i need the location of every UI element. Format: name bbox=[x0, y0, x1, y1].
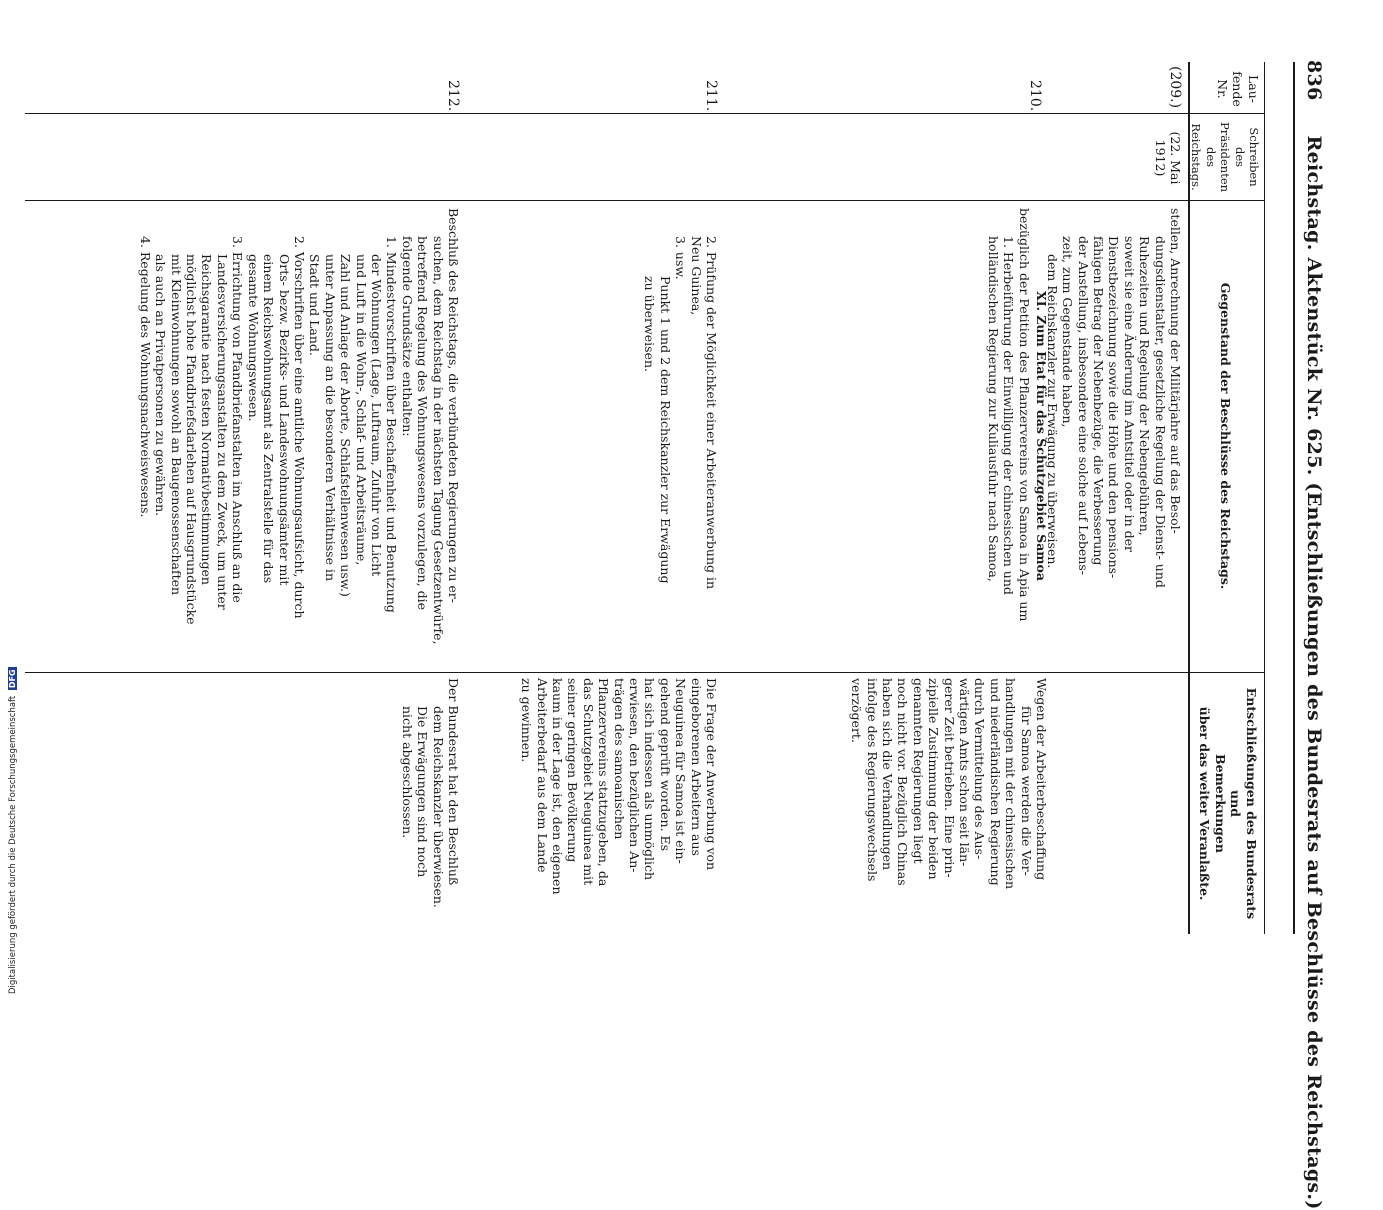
text-line: 3. usw. bbox=[673, 236, 689, 280]
text-line: zu überweisen. bbox=[642, 276, 658, 372]
text-line: 3. Errichtung von Pfandbriefanstalten im Anschluß an die bbox=[230, 236, 246, 603]
header-gegenstand: Gegenstand der Beschlüsse des Reichstags. bbox=[1218, 282, 1233, 590]
text-line: wärtigen Amts schon seit län- bbox=[956, 678, 972, 867]
text-line: gesamte Wohnungswesen. bbox=[245, 254, 261, 422]
text-line: dem Reichskanzler zur Erwägung zu überweisen. bbox=[1044, 254, 1060, 569]
text-line: als auch an Privatpersonen zu gewähren. bbox=[153, 254, 169, 517]
text-line: erwiesen, den bezüglichen An- bbox=[626, 678, 642, 873]
text-line: Pflanzervereins stattzugeben, da bbox=[596, 678, 612, 887]
text-line: mit Kleinwohnungen sowohl an Baugenossenschaften bbox=[168, 254, 184, 596]
text-line: Ruhezeiten und Regelung der Nebengebühren, bbox=[1137, 236, 1153, 536]
row-schreiben: (22. Mai 1912) bbox=[1152, 131, 1183, 185]
text-line: holländischen Regierung zur Kuliausfuhr nach Samoa, bbox=[985, 236, 1001, 582]
row-number: 211. bbox=[703, 80, 719, 112]
row-number: 210. bbox=[1027, 80, 1043, 112]
row-gegenstand bbox=[1044, 208, 1183, 664]
text-line: Landesversicherungsanstalten zu dem Zweck, um unter bbox=[214, 254, 230, 610]
text-line: hat sich indessen als unmöglich bbox=[642, 678, 658, 881]
text-line: und niederländischen Regierung bbox=[987, 678, 1003, 886]
text-line: gerer Zeit betrieben. Eine prin- bbox=[941, 678, 957, 878]
text-line: möglichst hohe Pfandbriefsdarlehen auf Hausgrundstücke bbox=[184, 254, 200, 625]
text-line: 4. Regelung des Wohnungsnachweiswesens. bbox=[137, 236, 153, 518]
text-line: seiner geringen Bevölkerung bbox=[565, 678, 581, 863]
text-line: soweit sie eine Änderung im Amtstitel oder in der bbox=[1121, 236, 1137, 552]
text-line: verzögert. bbox=[849, 678, 865, 743]
text-line: Dienstbezeichnung sowie die Höhe und den pensions- bbox=[1106, 236, 1122, 579]
text-line: bezüglich der Petition des Pflanzervereins von Samoa in Apia um bbox=[1016, 208, 1032, 622]
text-line: einem Reichswohnungsamt als Zentralstelle für das bbox=[261, 254, 277, 584]
text-line: das Schutzgebiet Neuguinea mit bbox=[580, 678, 596, 886]
text-line: suchen, dem Reichstag in der nächsten Tagung Gesetzentwürfe, bbox=[430, 236, 446, 645]
col-rule-1 bbox=[25, 113, 1265, 114]
text-line: stellen, Anrechnung der Militärjahre auf das Besol- bbox=[1168, 208, 1183, 534]
header-nr: Lau- fende Nr. bbox=[1214, 71, 1261, 107]
text-line: trägen des samoanischen bbox=[611, 678, 627, 840]
text-line: unter Anpassung an die besonderen Verhältnisse in bbox=[322, 254, 338, 582]
page-title: Reichstag. Aktenstück Nr. 625. (Entschließungen des Bundesrats auf Beschlüsse des Reichstags.) bbox=[1303, 135, 1325, 1210]
text-line: dem Reichskanzler überwiesen. bbox=[430, 706, 446, 908]
text-line: Reichsgarantie nach festen Normativbestimmungen bbox=[199, 254, 215, 585]
text-line: Wegen der Arbeiterbeschaffung bbox=[1034, 678, 1049, 881]
page-header bbox=[1303, 60, 1325, 1210]
dfg-logo: DFG bbox=[8, 669, 17, 689]
text-line: folgende Grundsätze enthalten: bbox=[399, 236, 415, 437]
text-line: durch Vermittelung des Aus- bbox=[972, 678, 988, 860]
section-heading: XI. Zum Etat für das Schutzgebiet Samoa bbox=[1034, 291, 1049, 581]
text-line: zeit, zum Gegenstande haben, bbox=[1060, 236, 1076, 428]
text-line: Neuguinea für Samoa ist ein- bbox=[673, 678, 689, 864]
text-line: 2. Vorschriften über eine amtliche Wohnungsaufsicht, durch bbox=[291, 236, 307, 619]
digitization-credit bbox=[8, 0, 18, 994]
text-line: für Samoa werden die Ver- bbox=[1018, 706, 1034, 876]
row-entschliessungen bbox=[399, 678, 461, 928]
text-line: Der Bundesrat hat den Beschluß bbox=[446, 678, 461, 886]
row-number: (209.) bbox=[1167, 66, 1183, 109]
text-line: 1. Herbeiführung der Einwilligung der chinesischen und bbox=[1001, 236, 1017, 595]
text-line: Neu Guinea, bbox=[688, 236, 704, 316]
text-line: nicht abgeschlossen. bbox=[399, 706, 415, 839]
text-line: der Wohnungen (Lage, Luftraum, Zufuhr von Licht bbox=[368, 254, 384, 577]
text-line: und Luft in die Wohn-, Schlaf- und Arbeitsräume, bbox=[353, 254, 369, 566]
text-line: zu gewinnen. bbox=[519, 678, 535, 763]
text-line: Punkt 1 und 2 dem Reichskanzler zur Erwägung bbox=[657, 276, 673, 584]
text-line: haben sich die Verhandlungen bbox=[879, 678, 895, 871]
text-line: Orts- bezw. Bezirks- und Landeswohnungsämter mit bbox=[276, 254, 292, 586]
text-line: Zahl und Anlage der Aborte, Schlafstellenwesen usw.) bbox=[338, 254, 354, 597]
header-entschliessungen: Entschließungen des Bundesrats und Bemerkungen über das weiter Veranlaßte. bbox=[1197, 687, 1259, 920]
text-line: Stadt und Land. bbox=[307, 254, 323, 356]
text-line: kaum in der Lage ist, den eigenen bbox=[549, 678, 565, 895]
header-schreiben: Schreiben des Präsidenten des Reichstags. bbox=[1189, 121, 1261, 193]
row-gegenstand bbox=[137, 208, 461, 664]
text-line: 1. Mindestvorschriften über Beschaffenheit und Benutzung bbox=[384, 236, 400, 613]
col-rule-2 bbox=[25, 200, 1265, 201]
text-line: handlungen mit der chinesischen bbox=[1003, 678, 1019, 890]
header-rule-top bbox=[1293, 62, 1295, 934]
text-line: eingeborenen Arbeitern aus bbox=[688, 678, 704, 856]
row-gegenstand bbox=[985, 208, 1049, 664]
text-line: genannten Regierungen liegt bbox=[910, 678, 926, 864]
row-number: 212. bbox=[445, 80, 461, 112]
col-rule-3 bbox=[25, 672, 1265, 673]
text-line: noch nicht vor. Bezüglich Chinas bbox=[895, 678, 911, 886]
text-line: der Anstellung, insbesondere eine solche auf Lebens- bbox=[1075, 236, 1091, 575]
text-line: 2. Prüfung der Möglichkeit einer Arbeiteranwerbung in bbox=[704, 236, 719, 590]
header-rule-bottom bbox=[1264, 62, 1265, 934]
text-line: Die Frage der Anwerbung von bbox=[704, 678, 719, 871]
row-gegenstand bbox=[642, 208, 719, 664]
row-entschliessungen bbox=[849, 678, 1049, 928]
text-line: Arbeiterbedarf aus dem Lande bbox=[534, 678, 550, 873]
text-line: gehend geprüft worden. Es bbox=[657, 678, 673, 852]
text-line: fähigen Betrag der Nebenbezüge, die Verbesserung bbox=[1090, 236, 1106, 566]
credit-text: Digitalisierung gefördert durch die Deutsche Forschungsgemeinschaft bbox=[8, 695, 18, 994]
text-line: Die Erwägungen sind noch bbox=[415, 706, 431, 878]
row-entschliessungen bbox=[519, 678, 719, 928]
text-line: infolge des Regierungswechsels bbox=[864, 678, 880, 882]
page-number: 836 bbox=[1303, 60, 1325, 101]
text-line: betreffend Regelung des Wohnungswesens vorzulegen, die bbox=[415, 236, 431, 611]
text-line: Beschluß des Reichstags, die verbündeten Regierungen zu er- bbox=[446, 208, 461, 603]
text-line: zipielle Zustimmung der beiden bbox=[926, 678, 942, 880]
text-line: dungsdienstalter, gesetzliche Regelung der Dienst- und bbox=[1152, 236, 1168, 588]
